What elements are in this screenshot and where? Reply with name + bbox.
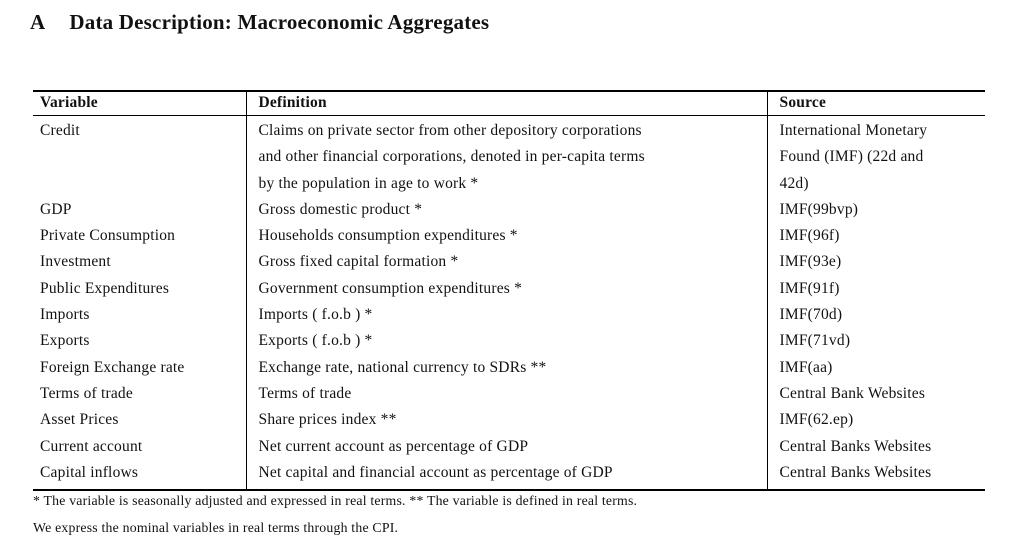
cell-variable	[33, 116, 246, 197]
cell-text-line: Exports ( f.o.b ) *	[258, 332, 373, 350]
cell-text-line: Central Banks Websites	[779, 437, 932, 455]
cell-text-line: Foreign Exchange rate	[40, 358, 185, 376]
table-row	[33, 249, 985, 275]
table-row	[33, 276, 985, 302]
cell-text-line: International Monetary	[779, 122, 928, 139]
column-header-source: Source	[767, 91, 985, 116]
table-body	[33, 116, 985, 491]
macro-aggregates-table	[33, 90, 985, 491]
cell-text-line: IMF(93e)	[779, 253, 842, 271]
cell-text-line: Net current account as percentage of GDP	[258, 437, 529, 455]
cell-source	[767, 460, 985, 490]
cell-text-line: Gross fixed capital formation *	[258, 253, 459, 271]
footnote-asterisks: * The variable is seasonally adjusted and expressed in real terms. ** The variable is defined in real terms.	[33, 493, 638, 508]
footnote-cpi: We express the nominal variables in real terms through the CPI.	[33, 520, 399, 535]
cell-source	[767, 116, 985, 197]
table-row	[33, 407, 985, 433]
cell-text-line: 42d)	[779, 174, 809, 192]
cell-definition	[246, 434, 767, 460]
table-row	[33, 302, 985, 328]
data-table-container	[33, 90, 985, 491]
cell-text-line: IMF(aa)	[779, 358, 833, 376]
cell-source	[767, 328, 985, 354]
cell-text-line: IMF(99bvp)	[779, 200, 859, 218]
table-header-row	[33, 91, 985, 116]
cell-text-line: Imports	[40, 306, 90, 324]
cell-text-line: Public Expenditures	[40, 279, 170, 297]
cell-variable	[33, 434, 246, 460]
table-row	[33, 460, 985, 490]
table-row	[33, 381, 985, 407]
cell-variable	[33, 355, 246, 381]
cell-text-line: Central Bank Websites	[779, 384, 926, 402]
page-title: Data Description: Macroeconomic Aggregates	[69, 10, 490, 34]
cell-text-line: IMF(70d)	[779, 306, 843, 324]
column-header-definition: Definition	[246, 91, 767, 116]
cell-text-line: IMF(71vd)	[779, 332, 851, 350]
cell-text-line: Terms of trade	[258, 384, 352, 402]
cell-source	[767, 249, 985, 275]
cell-source	[767, 276, 985, 302]
cell-text-line: Private Consumption	[40, 227, 176, 245]
section-label: A	[30, 10, 46, 34]
cell-text-line: Exchange rate, national currency to SDRs **	[258, 358, 547, 376]
table-row	[33, 116, 985, 197]
cell-variable	[33, 460, 246, 490]
cell-definition	[246, 407, 767, 433]
cell-variable	[33, 381, 246, 407]
table-header	[33, 91, 985, 116]
cell-text-line: Exports	[40, 332, 90, 350]
cell-variable	[33, 197, 246, 223]
cell-definition	[246, 223, 767, 249]
cell-variable	[33, 407, 246, 433]
cell-definition	[246, 116, 767, 197]
table-row	[33, 197, 985, 223]
cell-text-line: Share prices index **	[258, 411, 397, 429]
cell-definition	[246, 276, 767, 302]
cell-definition	[246, 302, 767, 328]
cell-text-line: Investment	[40, 253, 111, 271]
table-footnotes	[33, 487, 993, 541]
cell-definition	[246, 460, 767, 490]
cell-definition	[246, 328, 767, 354]
cell-source	[767, 302, 985, 328]
column-header-variable: Variable	[33, 91, 246, 116]
table-row	[33, 223, 985, 249]
cell-source	[767, 197, 985, 223]
cell-text-line: and other financial corporations, denoted in per-capita terms	[258, 148, 645, 166]
cell-text-line: Current account	[40, 437, 143, 455]
cell-definition	[246, 381, 767, 407]
cell-text-line: Central Banks Websites	[779, 463, 932, 481]
cell-variable	[33, 249, 246, 275]
table-row	[33, 434, 985, 460]
cell-text-line: Asset Prices	[40, 411, 119, 429]
cell-source	[767, 223, 985, 249]
cell-text-line: Households consumption expenditures *	[258, 227, 518, 245]
cell-source	[767, 434, 985, 460]
section-heading	[30, 10, 489, 35]
cell-text-line: Imports ( f.o.b ) *	[258, 306, 373, 324]
cell-text-line: IMF(96f)	[779, 227, 840, 245]
cell-text-line: Capital inflows	[40, 463, 139, 481]
table-row	[33, 328, 985, 354]
cell-definition	[246, 355, 767, 381]
cell-text-line: Found (IMF) (22d and	[779, 148, 924, 166]
cell-text-line: Credit	[40, 122, 80, 139]
cell-text-line: IMF(91f)	[779, 279, 840, 297]
cell-variable	[33, 276, 246, 302]
cell-text-line: Net capital and financial account as percentage of GDP	[258, 463, 613, 481]
cell-text-line: Terms of trade	[40, 384, 133, 402]
cell-variable	[33, 302, 246, 328]
cell-source	[767, 381, 985, 407]
cell-variable	[33, 328, 246, 354]
cell-source	[767, 355, 985, 381]
cell-definition	[246, 197, 767, 223]
cell-text-line: by the population in age to work *	[258, 174, 479, 192]
cell-text-line: Gross domestic product *	[258, 200, 423, 218]
cell-definition	[246, 249, 767, 275]
cell-source	[767, 407, 985, 433]
table-row	[33, 355, 985, 381]
cell-text-line: IMF(62.ep)	[779, 411, 854, 429]
cell-variable	[33, 223, 246, 249]
cell-text-line: Government consumption expenditures *	[258, 279, 523, 297]
cell-text-line: GDP	[40, 200, 72, 218]
cell-text-line: Claims on private sector from other depository corporations	[258, 122, 642, 139]
